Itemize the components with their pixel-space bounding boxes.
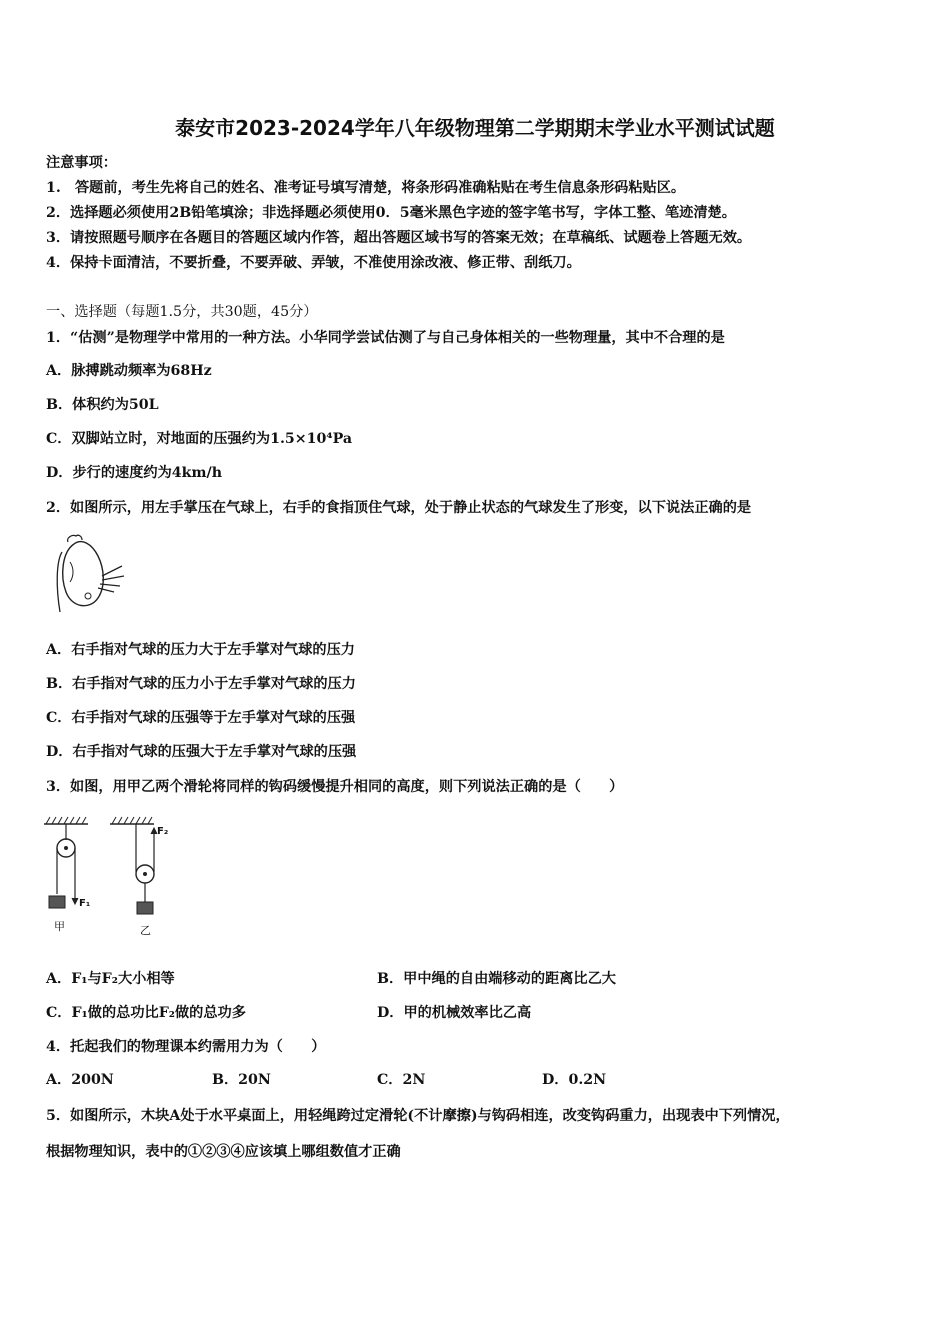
notice-heading: 注意事项： [46,155,117,171]
question-3-stem: 3．如图，用甲乙两个滑轮将同样的钩码缓慢提升相同的高度，则下列说法正确的是（ ） [46,779,624,795]
balloon-hand-figure [52,532,128,618]
q3-option-a: A．F₁与F₂大小相等 [46,971,175,987]
q3-option-d: D．甲的机械效率比乙高 [377,1005,532,1021]
fig-label-yi: 乙 [140,924,151,937]
notice-item: 1. 答题前，考生先将自己的姓名、准考证号填写清楚，将条形码准确粘贴在考生信息条形码粘贴区。 [46,180,686,196]
q1-option-c: C．双脚站立时，对地面的压强约为1.5×10⁴Pa [46,431,353,447]
q2-option-d: D．右手指对气球的压强大于左手掌对气球的压强 [46,744,357,760]
q2-option-a: A．右手指对气球的压力大于左手掌对气球的压力 [46,642,355,658]
q2-option-c: C．右手指对气球的压强等于左手掌对气球的压强 [46,710,356,726]
q3-option-b: B．甲中绳的自由端移动的距离比乙大 [377,971,616,987]
notice-item: 3．请按照题号顺序在各题目的答题区域内作答，超出答题区域书写的答案无效；在草稿纸、试题卷上答题无效。 [46,230,752,246]
page-title: 泰安市2023-2024学年八年级物理第二学期期末学业水平测试试题 [175,116,775,140]
question-4-stem: 4．托起我们的物理课本约需用力为（ ） [46,1039,326,1055]
section-heading: 一、选择题（每题1.5分，共30题，45分） [46,304,318,320]
notice-item: 2．选择题必须使用2B铅笔填涂；非选择题必须使用0．5毫米黑色字迹的签字笔书写，字体工整、笔迹清楚。 [46,205,736,221]
q3-option-c: C．F₁做的总功比F₂做的总功多 [46,1005,246,1021]
q4-option-c: C．2N [377,1072,426,1088]
question-5-stem-line2: 根据物理知识，表中的①②③④应该填上哪组数值才正确 [46,1144,401,1160]
q1-option-a: A．脉搏跳动频率为68Hz [46,363,212,379]
q2-option-b: B．右手指对气球的压力小于左手掌对气球的压力 [46,676,356,692]
q1-option-b: B．体积约为50L [46,397,159,413]
q4-option-b: B．20N [212,1072,271,1088]
q4-option-d: D．0.2N [542,1072,607,1088]
question-5-stem-line1: 5．如图所示，木块A处于水平桌面上，用轻绳跨过定滑轮(不计摩擦)与钩码相连，改变钩码重力，出现表中下列情况， [46,1108,790,1124]
question-1-stem: 1．“估测”是物理学中常用的一种方法。小华同学尝试估测了与自己身体相关的一些物理量，其中不合理的是 [46,330,725,346]
fig-label-jia: 甲 [54,920,65,933]
notice-item: 4．保持卡面清洁，不要折叠，不要弄破、弄皱，不准使用涂改液、修正带、刮纸刀。 [46,255,581,271]
question-2-stem: 2．如图所示，用左手掌压在气球上，右手的食指顶住气球，处于静止状态的气球发生了形变，以下说法正确的是 [46,500,752,516]
fig-f1-label: F₁ [79,898,91,909]
q1-option-d: D．步行的速度约为4km/h [46,465,223,481]
q4-option-a: A．200N [46,1072,114,1088]
pulley-figure [42,814,192,938]
fig-f2-label: F₂ [157,826,169,837]
